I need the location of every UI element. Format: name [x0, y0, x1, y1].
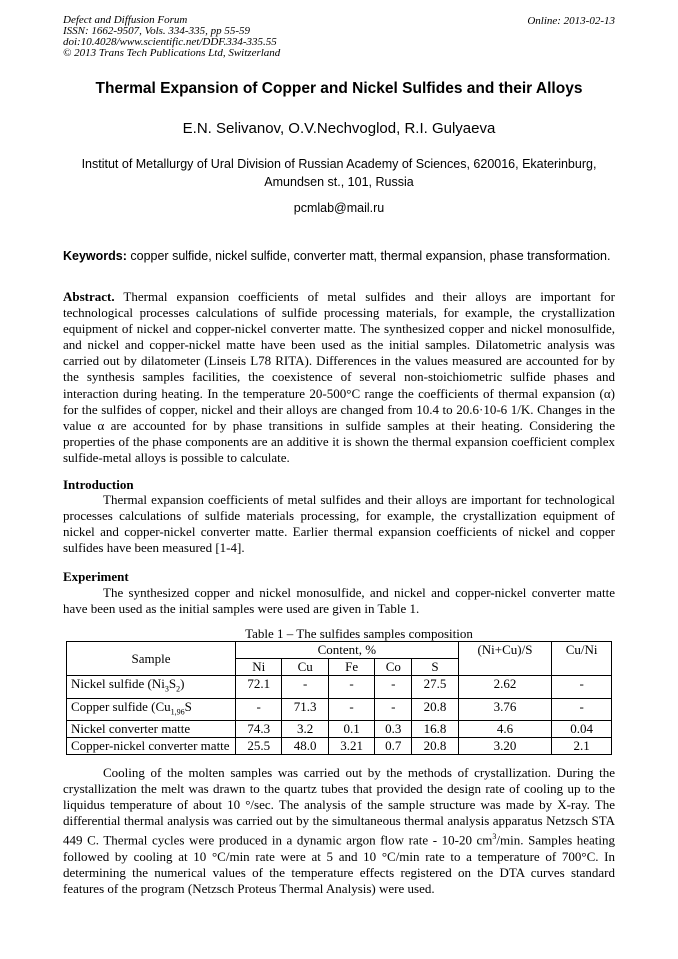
sample-name — [67, 721, 236, 738]
table-caption: Table 1 – The sulfides samples composition — [245, 626, 473, 641]
introduction-heading: Introduction — [63, 477, 134, 492]
table-cell: - — [236, 698, 282, 721]
table-cell: 27.5 — [412, 676, 458, 699]
col-content: Content, % — [236, 642, 459, 659]
table-cell: - — [282, 676, 328, 699]
sample-name-part: 3 — [164, 684, 169, 694]
col-co: Co — [375, 659, 412, 676]
col-fe: Fe — [328, 659, 374, 676]
col-sample: Sample — [67, 642, 236, 676]
experiment-heading: Experiment — [63, 569, 129, 584]
table-cell: 3.2 — [282, 721, 328, 738]
table-cell: 20.8 — [412, 698, 458, 721]
journal-header — [63, 15, 280, 59]
table-row — [67, 738, 612, 755]
sample-name-part: Copper-nickel converter matte — [71, 738, 230, 754]
table-row — [67, 676, 612, 699]
sample-name-part: Copper sulfide (Cu — [71, 698, 171, 714]
table-cell: - — [328, 676, 374, 699]
sample-name — [67, 676, 236, 699]
table-cell: 74.3 — [236, 721, 282, 738]
introduction-text: Thermal expansion coefficients of metal sulfides and their alloys are important for technological processes calculations of sulfide materials processing, for example, the crystallization equipment of nickel and copper-nickel converter matte. Earlier thermal expansion coefficients of nickel and copper sulfides have been measured [1-4]. — [63, 492, 615, 556]
abstract-label: Abstract. — [63, 289, 115, 304]
table-cell: - — [552, 676, 612, 699]
col-cu: Cu — [282, 659, 328, 676]
paper-title: Thermal Expansion of Copper and Nickel Sulfides and their Alloys — [95, 80, 583, 97]
col-ratio-cu-ni: Cu/Ni — [552, 642, 612, 676]
table-cell: 0.7 — [375, 738, 412, 755]
col-s: S — [412, 659, 458, 676]
table-cell: 2.62 — [458, 676, 552, 699]
authors: E.N. Selivanov, O.V.Nechvoglod, R.I. Gulyaeva — [182, 120, 496, 137]
table-cell: 16.8 — [412, 721, 458, 738]
table-cell: 3.76 — [458, 698, 552, 721]
journal-name: Defect and Diffusion Forum — [63, 14, 188, 26]
table-cell: 0.04 — [552, 721, 612, 738]
sample-name — [67, 698, 236, 721]
copyright: © 2013 Trans Tech Publications Ltd, Switzerland — [63, 47, 281, 59]
keywords-label: Keywords: — [63, 249, 127, 263]
superscript: 3 — [492, 832, 497, 842]
online-date: Online: 2013-02-13 — [527, 15, 615, 27]
table-cell: 72.1 — [236, 676, 282, 699]
abstract-text: Thermal expansion coefficients of metal sulfides and their alloys are important for technological processes calculations of sulfide processing materials, for example, the crystallization equipment of nickel and copper-nickel converter matte. The synthesized copper and nickel monosulfide, and nickel and copper-nickel matte have been used as the initial samples. Dilatometric analysis was carried out by dilatometer (Linseis L78 RITA). Differences in the values measured are accounted for by the synthesis samples facilities, the coexistence of several non-stoichiometric sulfide phases and interaction during heating. In the temperature 20-500°C range the coefficients of thermal expansion (α) for the sulfides of copper, nickel and their alloys are changed from 10.4 to 20.6·10-6 1/K. Changes in the value α are accounted for by phase transitions in sulfide samples at their heating. Considering the properties of the phase components are an additive it is shown the thermal expansion coefficient complex sulfide-metal alloys is possible to calculate. — [63, 289, 615, 465]
affiliation: Institut of Metallurgy of Ural Division of Russian Academy of Sciences, 620016, Ekaterinburg, Amundsen st., 101, Russia — [81, 157, 597, 189]
table-cell: - — [552, 698, 612, 721]
table-cell: - — [328, 698, 374, 721]
table-cell: - — [375, 698, 412, 721]
abstract — [63, 289, 615, 466]
table-cell: 25.5 — [236, 738, 282, 755]
table-cell: 20.8 — [412, 738, 458, 755]
keywords — [63, 249, 623, 263]
table-cell: 48.0 — [282, 738, 328, 755]
issn: ISSN: 1662-9507, Vols. 334-335, pp 55-59 — [63, 25, 250, 37]
composition-table — [66, 641, 612, 755]
sample-name-part: S — [184, 698, 192, 714]
cooling-text-part2: /min. Samples heating followed by cooling at 10 °C/min rate were at 5 and 10 °C/min rate to a temperature of 700°C. In determining the numerical values of the temperature effects registered on the DTA curves standard features of the program (Netzsch Proteus Thermal Analysis) were used. — [63, 832, 615, 896]
table-cell: - — [375, 676, 412, 699]
sample-name-part: S — [168, 676, 177, 691]
sample-name-part: ) — [180, 676, 185, 691]
col-ratio-nicu-s: (Ni+Cu)/S — [458, 642, 552, 676]
keywords-text: copper sulfide, nickel sulfide, converter matt, thermal expansion, phase transformation. — [126, 249, 611, 263]
table-cell: 0.1 — [328, 721, 374, 738]
table-row — [67, 698, 612, 721]
table-cell: 4.6 — [458, 721, 552, 738]
table-cell: 2.1 — [552, 738, 612, 755]
cooling-text — [63, 765, 615, 897]
cooling-text-part1: Cooling of the molten samples was carried out by the methods of crystallization. During the crystallization the melt was drawn to the quartz tubes that provided the design rate of cooling up to the liquidus temperature of about 10 °/sec. The analysis of the sample structure was made by X-ray. The differential thermal analysis was carried out by the simultaneous thermal analysis apparatus Netzsch STA 449 C. Thermal cycles were produced in a dynamic argon flow rate - 10-20 cm — [63, 765, 615, 848]
table-cell: 71.3 — [282, 698, 328, 721]
sample-name-part: Nickel converter matte — [71, 721, 191, 737]
email: pcmlab@mail.ru — [293, 201, 385, 215]
sample-name-part: 2 — [176, 684, 181, 694]
table-cell: 0.3 — [375, 721, 412, 738]
table-cell: 3.21 — [328, 738, 374, 755]
table-cell: 3.20 — [458, 738, 552, 755]
table-row — [67, 721, 612, 738]
sample-name-part: Nickel sulfide (Ni — [71, 676, 165, 691]
doi: doi:10.4028/www.scientific.net/DDF.334-335.55 — [63, 36, 277, 48]
col-ni: Ni — [236, 659, 282, 676]
sample-name — [67, 738, 236, 755]
experiment-text: The synthesized copper and nickel monosulfide, and nickel and copper-nickel converter matte have been used as the initial samples were used are given in Table 1. — [63, 585, 615, 617]
sample-name-part: 1,96 — [170, 707, 185, 717]
